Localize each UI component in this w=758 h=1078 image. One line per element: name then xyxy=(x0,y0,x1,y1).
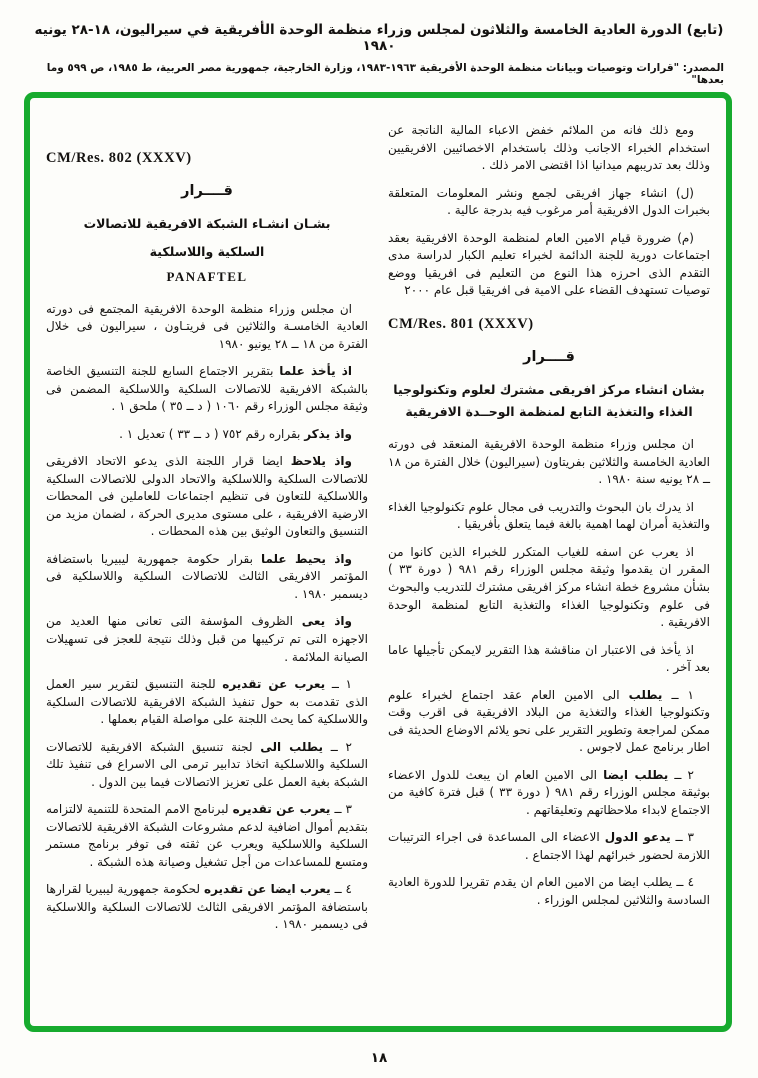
header-source-line: المصدر: "قرارات وتوصيات وبيانات منظمة الوحدة الأفريقية ١٩٦٣-١٩٨٣، وزارة الخارجية، جمهورية مصر العربية، ط ١٩٨٥، ص ٥٩٩ وما بعدها" xyxy=(46,62,724,86)
paragraph-text: اذ يعرب عن اسفه للغياب المتكرر للخبراء الذين كانوا من المقرر ان يقدموا وثيقة مجلس الوزراء رقم ٩٨١ ( دورة ٣٣ ) بشأن مشروع خطة انشاء مركز افريقى مشترك للتدريب والبحوث فى علوم وتكنولوجيا الغذاء والتغذية التابع لمنظمة الوحدة الافريقية . xyxy=(388,544,710,630)
paragraph xyxy=(46,363,368,416)
resolution-subject-line1: بشـان انشـاء الشبكة الافريقية للاتصالات xyxy=(83,216,331,231)
resolution-subject-line3: PANAFTEL xyxy=(166,268,248,284)
header-session-line: (تابع) الدورة العادية الخامسة والثلاثون لمجلس وزراء منظمة الوحدة الأفريقية في سيراليون، ١٨-٢٨ يونيه ١٩٨٠ xyxy=(34,22,724,54)
paragraph-number: ٤ ــ xyxy=(672,875,695,890)
resolution-subject-line2: السلكية واللاسلكية xyxy=(149,243,265,259)
paragraph-text: بتقرير الاجتماع السابع للجنة التنسيق الخاصة بالشبكة الافريقية للاتصالات السلكية واللاسلكية المضمن فى وثيقة مجلس الوزراء رقم ١٠٦٠ ( د ــ ٣٥ ) ملحق ١ . xyxy=(46,364,368,414)
paragraph xyxy=(46,881,368,934)
paragraph xyxy=(46,426,368,444)
paragraph-text: ان مجلس وزراء منظمة الوحدة الافريقية المجتمع فى دورته العادية الخامسـة والثلاثين فى فريتـاون ، سيراليون فى خلال الفترة من ١٨ ــ ٢٨ يونيو ١٩٨٠ xyxy=(46,301,368,351)
paragraph-lead: يدعو الدول xyxy=(604,830,671,845)
paragraph-number: ٣ ــ xyxy=(670,830,694,845)
paragraph-number: ٤ ــ xyxy=(330,882,352,897)
paragraph-text: الى الامين العام ان يبعث للدول الاعضاء بوثيقة مجلس الوزراء رقم ٩٨١ ( دورة ٣٣ ) قبل فترة كافية من الاجتماع لابداء ملاحظاتهم وتعليقاتهم . xyxy=(388,767,710,817)
paragraph-lead: يطلب xyxy=(628,687,663,702)
paragraph xyxy=(46,739,368,792)
paragraph-text: لحكومة جمهورية ليبيريا لقرارها باستضافة المؤتمر الافريقى الثالث للاتصالات السلكية واللاسلكية فى ديسمبر ١٩٨٠ . xyxy=(46,882,368,932)
paragraph-text: لجنة تنسيق الشبكة الافريقية للاتصالات السلكية واللاسلكية اتخاذ تدابير ترمى الى الاسراع فى تنفيذ تلك الشبكة بغية العمل على تعزيز الاتصالات فيما بين الدول . xyxy=(46,739,368,789)
paragraph-lead: يطلب الى xyxy=(260,739,323,754)
paragraph xyxy=(46,551,368,604)
paragraph xyxy=(388,499,710,534)
paragraph xyxy=(388,874,710,909)
decision-heading: قــــرار xyxy=(181,183,233,199)
paragraph-number: ٢ ــ xyxy=(668,767,694,782)
paragraph xyxy=(388,122,710,175)
paragraph xyxy=(388,544,710,632)
paragraph-text: الظروف المؤسفة التى تعانى منها العديد من الاجهزه التى تم تركيبها من قبل وذلك نتيجة للعجز فى تسهيلات الصيانة الملائمة . xyxy=(46,614,368,664)
page-number: ١٨ xyxy=(370,1050,388,1066)
doc-ref-802: CM/Res. 802 (XXXV) xyxy=(46,150,192,166)
paragraph xyxy=(388,642,710,677)
decision-heading: قــــرار xyxy=(523,348,575,365)
resolution-subject: بشان انشاء مركز افريقى مشترك لعلوم وتكنولوجيا الغذاء والتغذية التابع لمنظمة الوحــدة الافريقية xyxy=(393,381,705,419)
paragraph-lead: يعرب عن تقديره xyxy=(222,677,326,692)
paragraph-text: (م) ضرورة قيام الامين العام لمنظمة الوحدة الافريقية بعقد اجتماعات دورية للجنة الدائمة لخبراء تعليم الكبار لدراسة مدى التقدم الذى احرزه هذا النوع من التعليم فى افريقيا ووضع توصيات تستهدف القضاء على الامية فى افريقيا قبل عام ٢٠٠٠ xyxy=(388,230,710,298)
paragraph-number: ٣ ــ xyxy=(330,802,352,817)
paragraph xyxy=(388,829,710,864)
paragraph xyxy=(46,453,368,541)
paragraph-text: اذ يأخذ فى الاعتبار ان مناقشة هذا التقرير لايمكن تأجيلها عاما بعد آخر . xyxy=(388,642,710,675)
paragraph-text: الى الامين العام عقد اجتماع لخبراء علوم وتكنولوجيا الغذاء والتغذية من البلاد الافريقية فى اقرب وقت ممكن لمراجعة وتطوير التقرير على نحو يلائم الاوضاع الحديثة فى اطار برنامج عمل لاجوس . xyxy=(388,687,710,755)
paragraph-number: ١ ــ xyxy=(325,677,352,692)
paragraph xyxy=(388,767,710,820)
paragraph-lead: واذ يلاحظ xyxy=(290,454,352,469)
paragraph-lead: واذ يحيط علما xyxy=(260,551,352,566)
paragraph xyxy=(46,676,368,729)
paragraph-lead: يطلب ايضا xyxy=(603,767,669,782)
column-right xyxy=(388,122,710,1018)
content-frame xyxy=(24,92,732,1032)
paragraph-number: ٢ ــ xyxy=(322,739,352,754)
paragraph-text: بقراره رقم ٧٥٢ ( د ــ ٣٣ ) تعديل ١ . xyxy=(119,426,305,441)
paragraph-text: ايضا قرار اللجنة الذى يدعو الاتحاد الافريقى للاتصالات السلكية واللاسلكية والاتحاد الدولى للاتصالات السلكية واللاسلكية للتعاون فى تنظيم اجتماعات للعاملين فى المحطات الارضية الافريقية ، على مستوى مديرى الحركة ، لضمان مزيد من التنسيق والتعاون الوثيق بين هذه المحطات . xyxy=(46,454,368,539)
paragraph xyxy=(46,301,368,354)
paragraph xyxy=(388,185,710,220)
paragraph-text: ان مجلس وزراء منظمة الوحدة الافريقية المنعقد فى دورته العادية الخامسة والثلاثين بفريتاون (سيراليون) خلال الفترة من ١٨ ــ ٢٨ يونيه سنة ١٩٨٠ . xyxy=(388,437,710,487)
paragraph-text: الاعضاء الى المساعدة فى اجراء الترتيبات اللازمة لحضور خبرائهم لهذا الاجتماع . xyxy=(388,830,710,862)
paragraph-text: لبرنامج الامم المتحدة للتنمية لالتزامه بتقديم أموال اضافية لدعم مشروعات الشبكة الافريقية للاتصالات السلكية واللاسلكية ويعرب عن ثقته فى توفر برنامج مستمر ومتسع للمساعدات من أجل تشغيل وصيانة هذه الشبكة . xyxy=(46,802,368,869)
paragraph xyxy=(46,613,368,666)
column-left xyxy=(46,122,368,1018)
paragraph-text: يطلب ايضا من الامين العام ان يقدم تقريرا للدورة العادية السادسة والثلاثين لمجلس الوزراء . xyxy=(388,875,710,907)
paragraph xyxy=(388,436,710,489)
page-header xyxy=(0,0,758,86)
paragraph-lead: اذ يأخذ علما xyxy=(279,364,352,379)
paragraph-text: بقرار حكومة جمهورية ليبيريا باستضافة المؤتمر الافريقى الثالث للاتصالات السلكية واللاسلكية فى ديسمبر ١٩٨٠ . xyxy=(46,551,368,601)
paragraph-lead: يعرب عن تقديره xyxy=(232,802,331,817)
paragraph xyxy=(388,230,710,300)
paragraph-text: (ل) انشاء جهاز افريقى لجمع ونشر المعلومات المتعلقة بخبرات الدول الافريقية أمر مرغوب فيه بدرجة عالية . xyxy=(388,185,710,218)
paragraph-text: اذ يدرك بان البحوث والتدريب فى مجال علوم تكنولوجيا الغذاء والتغذية أمران لهما اهمية بالغة فيما يتعلق بأفريقيا . xyxy=(388,499,710,532)
paragraph-text: للجنة التنسيق لتقرير سير العمل الذى تقدمت به حول تنفيذ الشبكة الافريقية للاتصالات السلكية واللاسلكية كما يحث اللجنة على مواصلة القيام بعملها . xyxy=(46,677,368,727)
paragraph-text: ومع ذلك فانه من الملائم خفض الاعباء المالية الناتجة عن استخدام الخبراء الاجانب وذلك باستخدام الاخصائيين الافريقيين وذلك بعد تدريبهم ميدانيا اذا اقتضى الامر ذلك . xyxy=(388,123,710,173)
doc-ref-801: CM/Res. 801 (XXXV) xyxy=(388,315,534,332)
paragraph xyxy=(46,801,368,871)
paragraph-lead: يعرب ايضا عن تقديره xyxy=(203,882,331,897)
paragraph-number: ١ ــ xyxy=(662,687,694,702)
paragraph-lead: واذ يعى xyxy=(301,614,352,629)
paragraph xyxy=(388,687,710,757)
paragraph-lead: واذ يذكر xyxy=(304,426,352,441)
